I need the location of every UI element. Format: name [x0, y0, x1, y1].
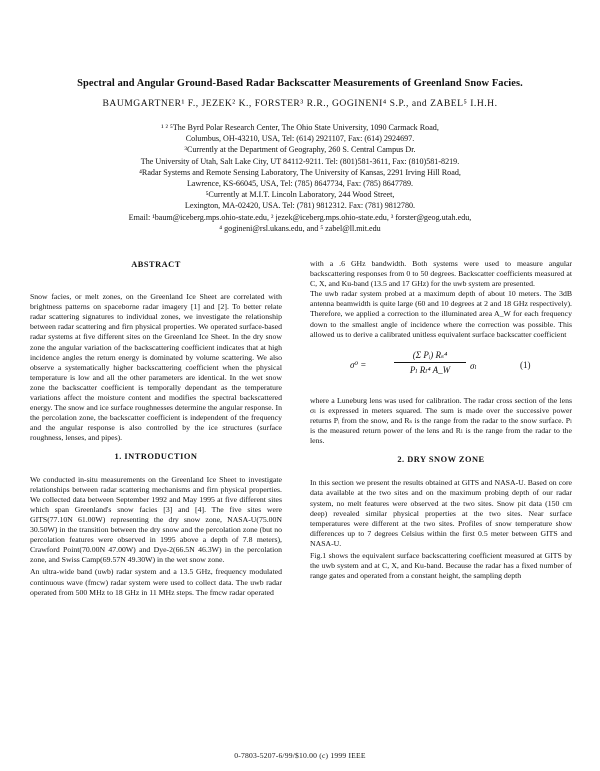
- dry-snow-zone-heading: 2. DRY SNOW ZONE: [397, 455, 485, 465]
- affiliation-line: ⁵Currently at M.I.T. Lincoln Laboratory, 244 Wood Street,: [205, 190, 395, 200]
- intro-paragraph: An ultra-wide band (uwb) radar system and a 13.5 GHz, frequency modulated continuous wave (fmcw) radar system were used to collect data. The uwb radar operated from 500 MHz to 18 GHz in 11 MHz steps. The fmcw radar operated: [30, 567, 282, 597]
- email-line: Email: ¹baum@iceberg.mps.ohio-state.edu, ² jezek@iceberg.mps.ohio-state.edu, ³ forster@geog.utah.edu,: [128, 212, 472, 222]
- body-paragraph: with a .6 GHz bandwidth. Both systems were used to measure angular backscattering responses from 0 to 50 degrees. Backscatter coefficients measured at C, X, and Ku-band (13.5 and 17 GHz) for the uwb system are presented.: [310, 259, 572, 289]
- left-column: [30, 260, 282, 598]
- intro-paragraph: We conducted in-situ measurements on the Greenland Ice Sheet to investigate relationships between radar scattering mechanisms and firn physical properties. We collected data between September 1992 and May 1995 at five different sites which span Greenland's snow facies [3] and [4]. The five sites were GITS(77.10N 61.00W) representing the dry snow zone, NASA-U(75.00N 30.50W) in the transition between the dry snow and the percolation zone (but no percolation features were observed in 1995 above a depth of 7.8 meters), Crawford Point(70.00N 47.00W) and Dye-2(66.5N 46.3W) in the percolation zone, and Swiss Camp(69.57N 49.30W) in the wet snow zone.: [30, 474, 282, 565]
- equation-sigma: σₗ: [470, 360, 477, 371]
- equation-numerator: (Σ Pᵢ) Rₛ⁴: [394, 350, 466, 363]
- equation-lhs: σ⁰ =: [350, 359, 367, 370]
- introduction-heading: 1. INTRODUCTION: [114, 451, 198, 461]
- equation-denominator: Pₗ Rₗ⁴ A_W: [409, 364, 451, 375]
- affiliation-line: Lawrence, KS-66045, USA, Tel: (785) 8647734, Fax: (785) 8647789.: [186, 179, 414, 189]
- affiliation-line: ⁴Radar Systems and Remote Sensing Laboratory, The University of Kansas, 2291 Irving Hill Road,: [139, 167, 461, 177]
- body-paragraph: In this section we present the results obtained at GITS and NASA-U. Based on core data available at the two sites and on the maximum probing depth of our radar system, no melt features were observed at the two sites. Snow pit data (150 cm deep) revealed similar physical properties at the two sites. Near surface temperatures were different at the two sites. Profiles of snow temperature show differences up to 7 degrees Celsius within the first 0.5 meter between GITS and NASA-U.: [310, 478, 572, 548]
- email-line: ⁴ gogineni@rsl.ukans.edu, and ⁵ zabel@ll.mit.edu: [219, 223, 381, 233]
- copyright-footer: 0-7803-5207-6/99/$10.00 (c) 1999 IEEE: [234, 751, 366, 760]
- paper-title: Spectral and Angular Ground-Based Radar Backscatter Measurements of Greenland Snow Facies.: [77, 78, 523, 89]
- affiliation-line: Lexington, MA-02420, USA. Tel: (781) 9812312. Fax: (781) 9812780.: [184, 201, 416, 211]
- affiliation-line: ¹ ² ⁵The Byrd Polar Research Center, The Ohio State University, 1090 Carmack Road,: [161, 123, 439, 132]
- affiliations-block: [40, 122, 560, 234]
- equation-number: (1): [520, 359, 531, 370]
- affiliation-line: ³Currently at the Department of Geography, 260 S. Central Campus Dr.: [184, 145, 416, 155]
- abstract-paragraph: Snow facies, or melt zones, on the Greenland Ice Sheet are correlated with brightness patterns on spaceborne radar imagery [1] and [2]. To better relate radar scattering signatures to individual zones, we investigate the relationship between radar scattering and firn physical properties. We operated surface-based radar systems at five different sites on the Greenland Ice Sheet. In the dry snow zone the angular variation of the backscattering coefficient indicates that at high incidence angles the return energy is dominated by volume scattering. We also observe a systematically higher backscattering coefficient when the physical temperature is low and all the other parameters are identical. In the wet snow zone the backscatter coefficient is temporally dependant as the temperature variations affect the moisture content and modifies the spectral backscattered energy. The snow and ice surface roughnesses determine the angular response. In the percolation zone, the backscatter coefficient is independent of the frequency and the angular response is also controlled by the ice structures (surface roughness, lenses, and pipes).: [30, 292, 282, 443]
- body-paragraph: The uwb radar system probed at a maximum depth of about 10 meters. The 3dB antenna beamwidth is quite large (60 and 10 degrees at 2 and 18 GHz respectively). Therefore, we applied a correction to the illuminated area A_W for each frequency down to the smallest angle of incidence where the correction was possible. This allowed us to derive a calibrated unitless equivalent surface backscatter coefficient: [310, 289, 572, 339]
- right-column: [310, 259, 572, 581]
- equation-1: [310, 342, 572, 394]
- abstract-heading: ABSTRACT: [131, 260, 181, 269]
- body-paragraph: where a Luneburg lens was used for calibration. The radar cross section of the lens σₗ is expressed in meters squared. The sum is made over the successive power returns Pᵢ from the snow, and Rₛ is the range from the radar to the snow surface. Pₗ is the measured return power of the lens and Rₗ is the range from the radar to the lens.: [310, 395, 572, 446]
- affiliation-line: The University of Utah, Salt Lake City, UT 84112-9211. Tel: (801)581-3611, Fax: (810)581-8219.: [140, 156, 460, 166]
- equation-fraction: [394, 350, 466, 375]
- affiliation-line: Columbus, OH-43210, USA, Tel: (614) 2921107, Fax: (614) 2924697.: [185, 134, 415, 144]
- body-paragraph: Fig.1 shows the equivalent surface backscattering coefficient measured at GITS by the uwb system and at C, X, and Ku-band. Because the radar has a fixed number of range gates and operated from a constant height, the sampling depth: [310, 550, 572, 581]
- author-list: BAUMGARTNER¹ F., JEZEK² K., FORSTER³ R.R., GOGINENI⁴ S.P., and ZABEL⁵ I.H.H.: [102, 98, 498, 109]
